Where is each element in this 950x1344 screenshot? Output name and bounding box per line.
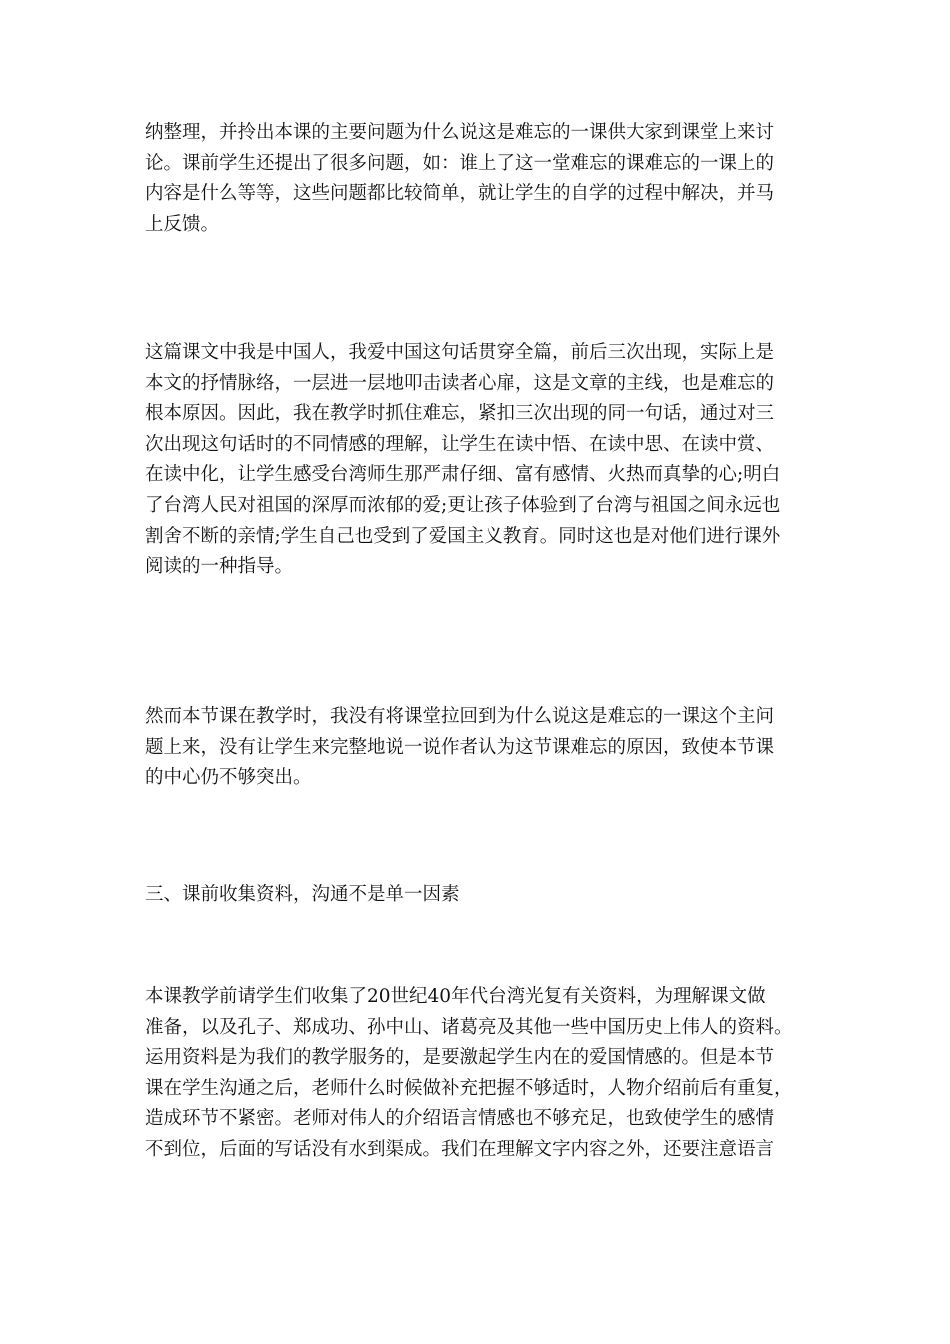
text-line: 题上来，没有让学生来完整地说一说作者认为这节课难忘的原因，致使本节课: [145, 736, 775, 758]
text-line: 运用资料是为我们的教学服务的，是要激起学生内在的爱国情感的。但是本节: [145, 1047, 775, 1069]
text-line: 本文的抒情脉络，一层进一层地叩击读者心扉，这是文章的主线，也是难忘的: [145, 372, 775, 394]
paragraph-3: [145, 702, 809, 794]
text-line: 阅读的一种指导。: [145, 556, 294, 578]
text-line: 然而本节课在教学时，我没有将课堂拉回到为什么说这是难忘的一课这个主问: [145, 706, 775, 727]
section-heading: [145, 880, 809, 911]
text-line: 课在学生沟通之后，老师什么时候做补充把握不够适时，人物介绍前后有重复，: [145, 1077, 793, 1099]
text-line: 本课教学前请学生们收集了20世纪40年代台湾光复有关资料，为理解课文做: [145, 986, 766, 1007]
text-line: 论。课前学生还提出了很多问题，如：谁上了这一堂难忘的课难忘的一课上的: [145, 152, 775, 174]
text-line: 的中心仍不够突出。: [145, 767, 312, 789]
text-line: 准备，以及孔子、郑成功、孙中山、诸葛亮及其他一些中国历史上伟人的资料。: [145, 1016, 793, 1038]
text-line: 了台湾人民对祖国的深厚而浓郁的爱;更让孩子体验到了台湾与祖国之间永远也: [145, 494, 781, 516]
text-line: 纳整理，并拎出本课的主要问题为什么说这是难忘的一课供大家到课堂上来讨: [145, 122, 775, 143]
paragraph-2: [145, 338, 809, 583]
text-line: 割舍不断的亲情;学生自己也受到了爱国主义教育。同时这也是对他们进行课外: [145, 525, 781, 547]
text-line: 根本原因。因此，我在教学时抓住难忘，紧扣三次出现的同一句话，通过对三: [145, 403, 775, 425]
heading-text: 三、课前收集资料，沟通不是单一因素: [145, 884, 460, 905]
text-line: 次出现这句话时的不同情感的理解，让学生在读中悟、在读中思、在读中赏、: [145, 433, 775, 455]
text-line: 这篇课文中我是中国人，我爱中国这句话贯穿全篇，前后三次出现，实际上是: [145, 342, 775, 363]
text-line: 在读中化，让学生感受台湾师生那严肃仔细、富有感情、火热而真挚的心;明白: [145, 464, 781, 486]
text-line: 造成环节不紧密。老师对伟人的介绍语言情感也不够充足，也致使学生的感情: [145, 1108, 775, 1130]
paragraph-5: [145, 982, 809, 1166]
text-line: 不到位，后面的写话没有水到渠成。我们在理解文字内容之外，还要注意语言: [145, 1138, 775, 1160]
paragraph-1: [145, 118, 809, 240]
text-line: 内容是什么等等，这些问题都比较简单，就让学生的自学的过程中解决，并马: [145, 183, 775, 205]
text-line: 上反馈。: [145, 213, 220, 235]
